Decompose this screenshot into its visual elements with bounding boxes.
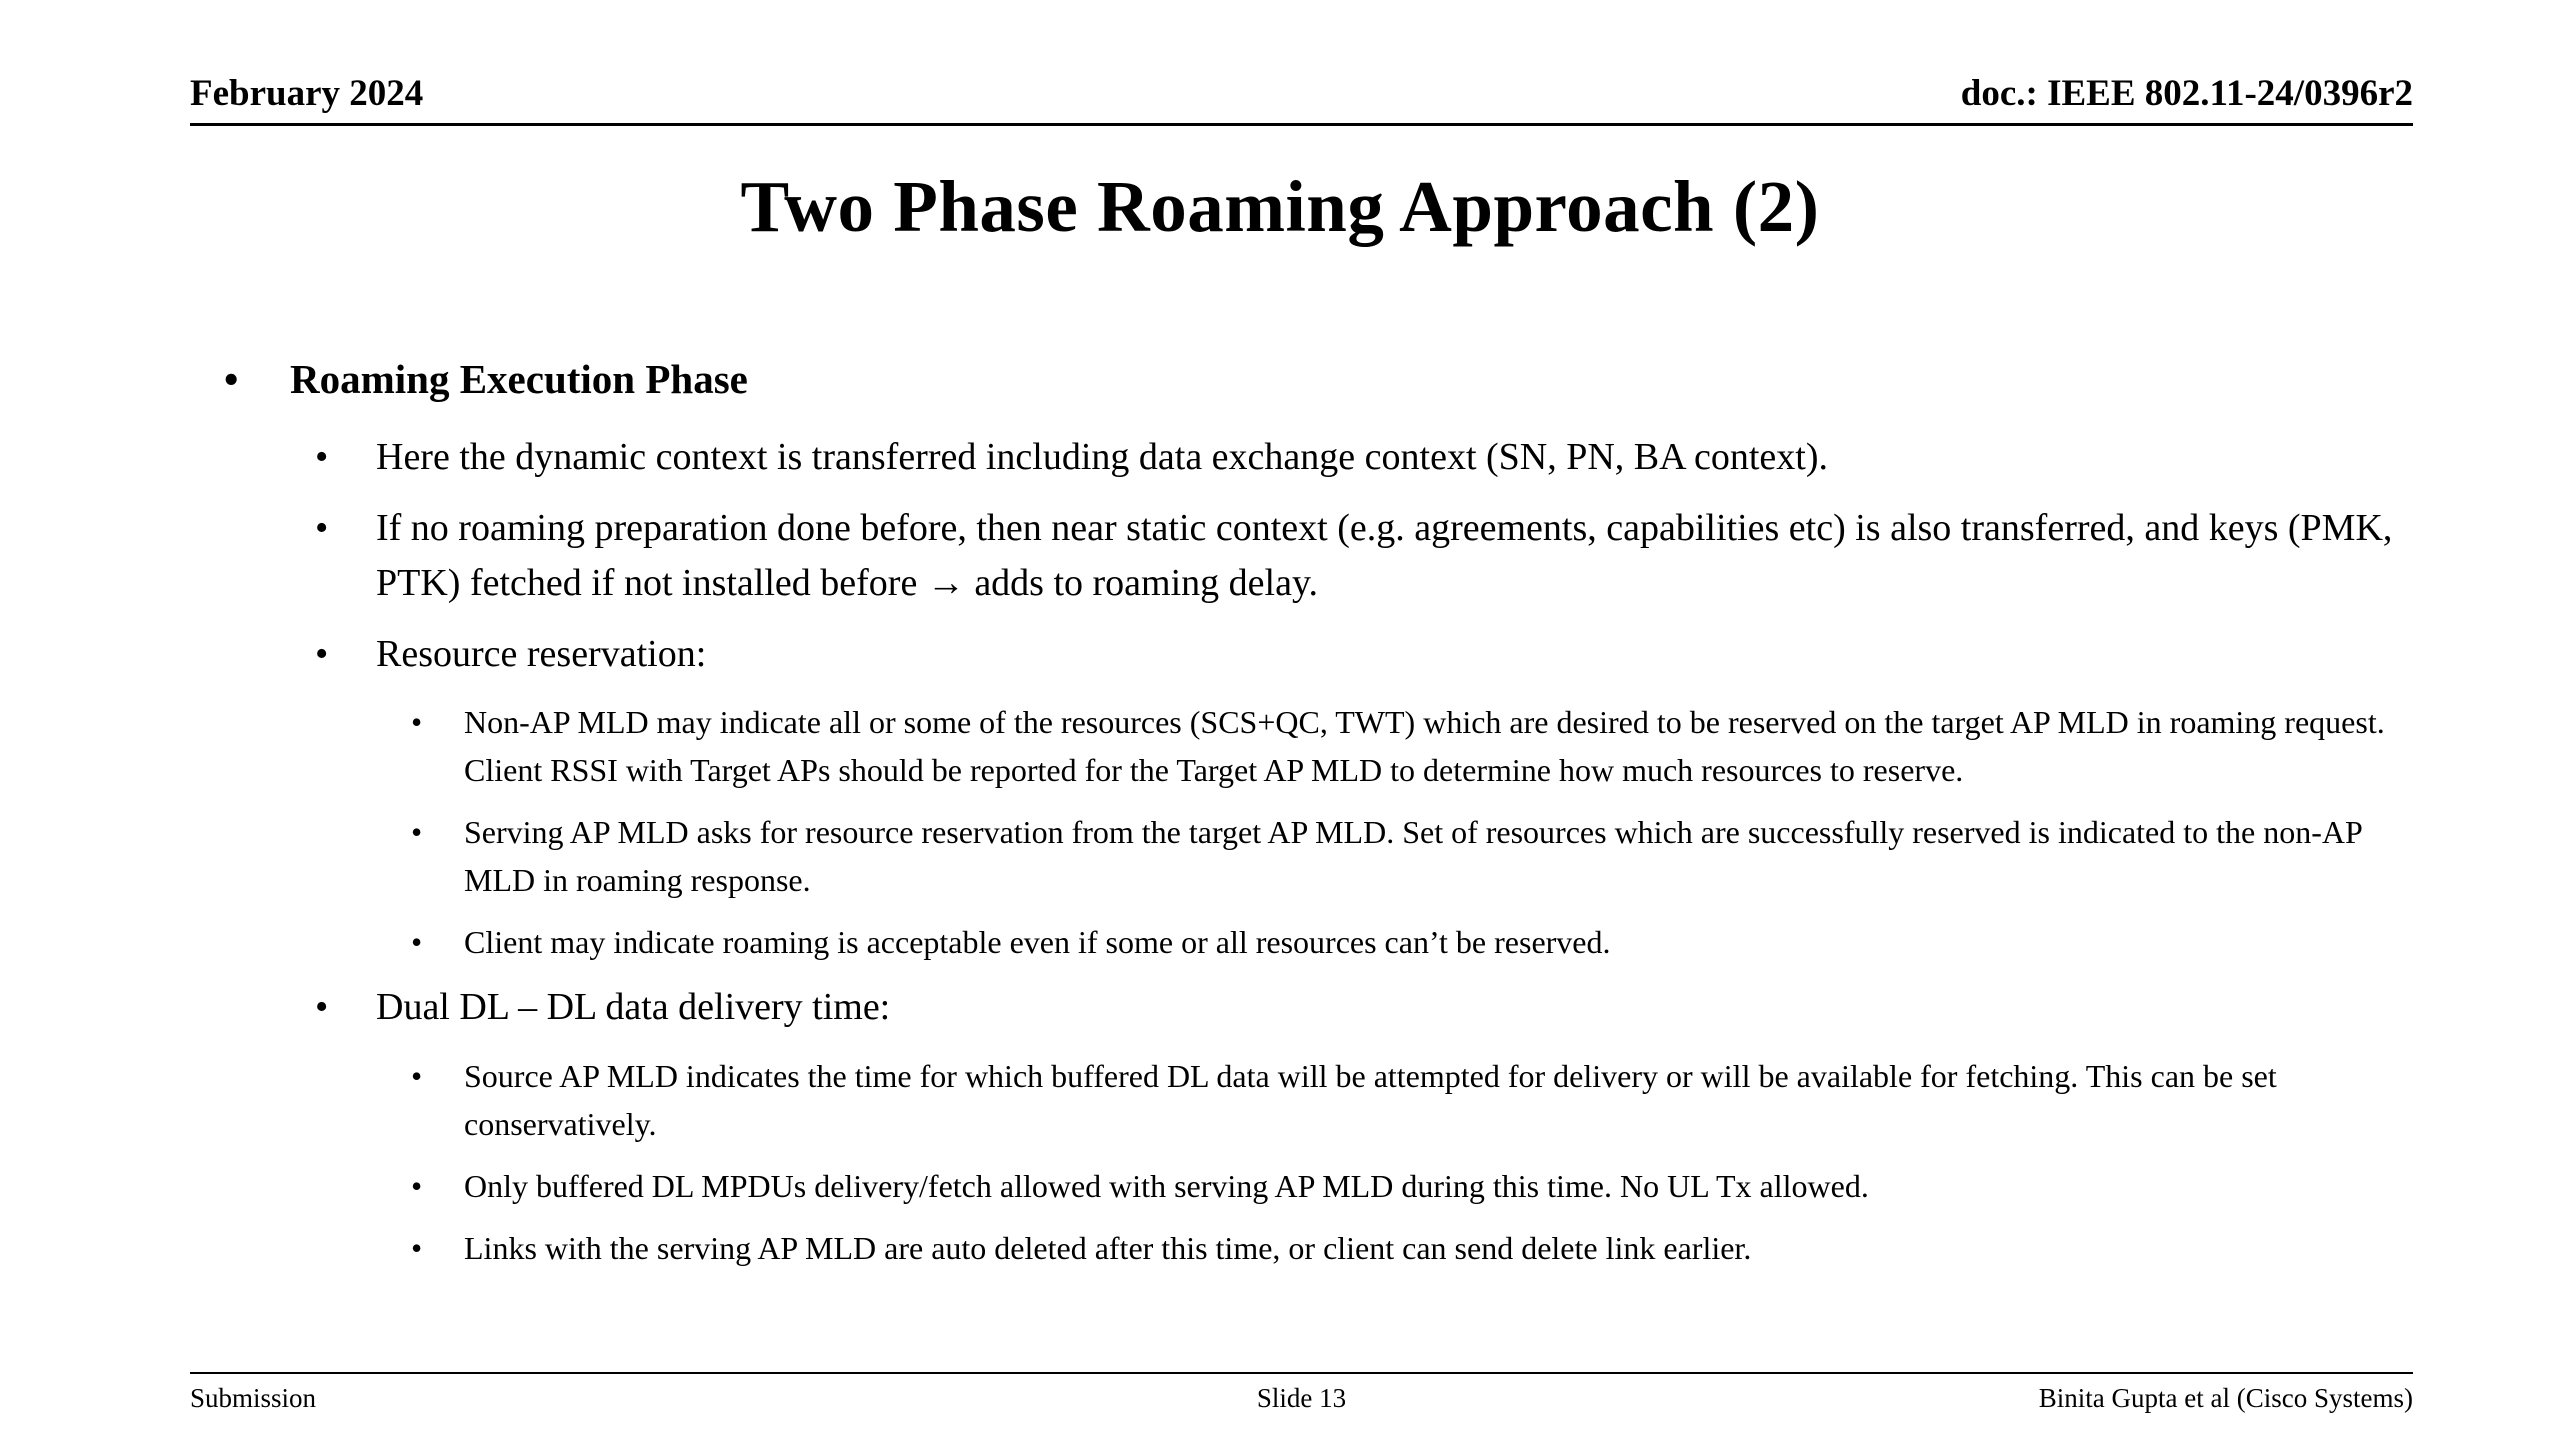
bullet-icon: • <box>411 924 423 961</box>
bullet-item <box>224 808 2413 904</box>
bullet-text: Serving AP MLD asks for resource reservation from the target AP MLD. Set of resources which are successfully reserved is indicated to the non-AP MLD in roaming response. <box>464 814 2362 899</box>
bullet-icon: • <box>315 986 329 1029</box>
slide-title: Two Phase Roaming Approach (2) <box>740 166 1820 247</box>
bullet-icon: • <box>411 1229 423 1266</box>
bullet-icon: • <box>411 1057 423 1094</box>
bullet-icon: • <box>315 436 329 479</box>
bullet-item <box>224 501 2413 611</box>
bullet-item <box>224 698 2413 794</box>
bullet-item <box>224 1224 2413 1272</box>
bullet-icon: • <box>411 704 423 741</box>
bullet-text: Only buffered DL MPDUs delivery/fetch allowed with serving AP MLD during this time. No UL Tx allowed. <box>464 1167 1869 1204</box>
bullet-text: If no roaming preparation done before, then near static context (e.g. agreements, capabilities etc) is also transferred, and keys (PMK, PTK) fetched if not installed before → adds to roaming delay. <box>376 507 2393 605</box>
bullet-text: Source AP MLD indicates the time for which buffered DL data will be attempted for delivery or will be available for fetching. This can be set conservatively. <box>464 1057 2277 1142</box>
bullet-item <box>224 1162 2413 1210</box>
bullet-text: Roaming Execution Phase <box>290 356 748 402</box>
bullet-icon: • <box>315 507 329 550</box>
header-doc-number: doc.: IEEE 802.11-24/0396r2 <box>1960 73 2413 114</box>
bullet-icon: • <box>411 814 423 851</box>
bullet-text: Links with the serving AP MLD are auto deleted after this time, or client can send delete link earlier. <box>464 1229 1752 1266</box>
bullet-icon: • <box>224 356 239 402</box>
header-date: February 2024 <box>190 73 424 114</box>
bullet-icon: • <box>411 1167 423 1204</box>
bullet-item <box>224 627 2413 682</box>
bullet-item <box>224 1052 2413 1148</box>
bullet-text: Dual DL – DL data delivery time: <box>376 986 891 1029</box>
bullet-text: Resource reservation: <box>376 633 707 676</box>
footer-submission: Submission <box>190 1383 317 1413</box>
bullet-text: Non-AP MLD may indicate all or some of the resources (SCS+QC, TWT) which are desired to be reserved on the target AP MLD in roaming request. Client RSSI with Target APs should be reported for the Target AP MLD to determine how much resources to reserve. <box>464 704 2385 789</box>
bullet-item <box>224 918 2413 966</box>
bullet-icon: • <box>315 633 329 676</box>
slide-body <box>224 352 2413 1286</box>
bullet-text: Here the dynamic context is transferred including data exchange context (SN, PN, BA context). <box>376 436 1828 479</box>
bullet-item <box>224 352 2413 406</box>
bullet-item <box>224 430 2413 485</box>
footer-author: Binita Gupta et al (Cisco Systems) <box>2038 1383 2413 1413</box>
bullet-text: Client may indicate roaming is acceptable even if some or all resources can’t be reserved. <box>464 924 1611 961</box>
slide-header <box>190 72 2413 126</box>
slide-footer <box>190 1372 2413 1414</box>
bullet-item <box>224 980 2413 1035</box>
footer-slide-number: Slide 13 <box>1256 1383 1347 1413</box>
